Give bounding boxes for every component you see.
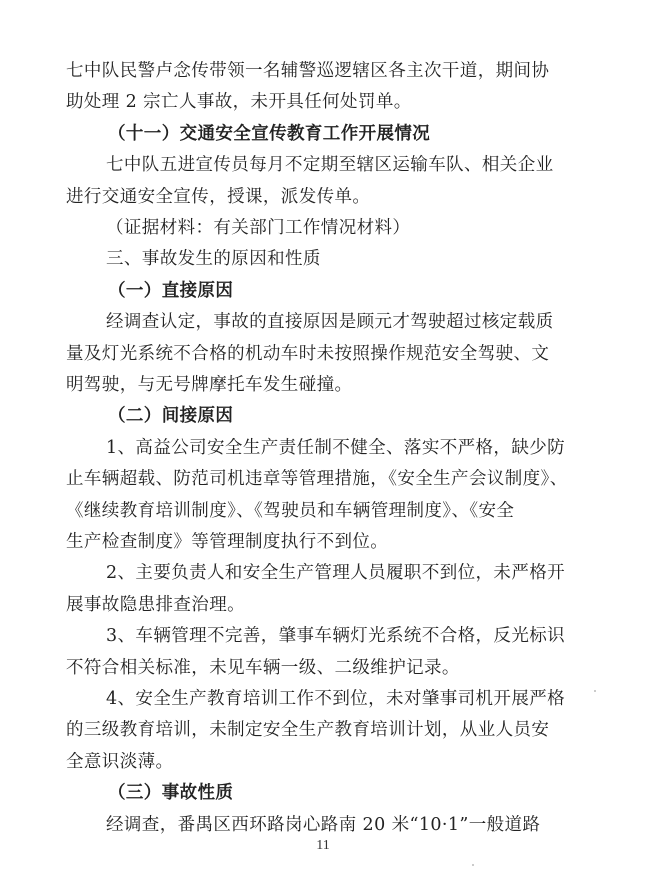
paragraph-line: 3、车辆管理不完善，肇事车辆灯光系统不合格，反光标识: [106, 626, 566, 647]
paragraph-line: 全意识淡薄。: [66, 751, 174, 772]
paragraph-line: 量及灯光系统不合格的机动车时未按照操作规范安全驾驶、文: [66, 343, 550, 364]
evidence-note: （证据材料：有关部门工作情况材料）: [106, 218, 411, 238]
section-heading: （十一）交通安全宣传教育工作开展情况: [108, 123, 431, 144]
paragraph-line: 2、主要负责人和安全生产管理人员履职不到位，未严格开: [106, 563, 566, 584]
subsection-heading: （二）间接原因: [108, 406, 234, 427]
scan-speck: [594, 690, 596, 692]
paragraph-line: 助处理 2 宗亡人事故，未开具任何处罚单。: [66, 92, 412, 113]
paragraph-line: 七中队五进宣传员每月不定期至辖区运输车队、相关企业: [106, 155, 554, 176]
paragraph-line: 明驾驶，与无号牌摩托车发生碰撞。: [66, 375, 353, 395]
page-number: 11: [316, 838, 330, 853]
paragraph-line: 展事故隐患排查治理。: [66, 594, 245, 615]
paragraph-line: 不符合相关标准，未见车辆一级、二级维护记录。: [66, 657, 460, 678]
paragraph-line: 生产检查制度》等管理制度执行不到位。: [66, 532, 389, 552]
paragraph-line: 的三级教育培训，未制定安全生产教育培训计划，从业人员安: [66, 720, 550, 741]
paragraph-line: 《继续教育培训制度》、《驾驶员和车辆管理制度》、《安全: [66, 500, 515, 521]
section-heading: 三、事故发生的原因和性质: [106, 249, 321, 270]
paragraph-line: 经调查，番禺区西环路岗心路南 20 米“10·1”一般道路: [106, 814, 541, 835]
paragraph-line: 止车辆超载、防范司机违章等管理措施，《安全生产会议制度》、: [66, 469, 568, 490]
scan-speck: [472, 864, 474, 866]
subsection-heading: （一）直接原因: [108, 280, 234, 301]
paragraph-line: 七中队民警卢念传带领一名辅警巡逻辖区各主次干道，期间协: [66, 61, 550, 81]
paragraph-line: 1、高益公司安全生产责任制不健全、落实不严格，缺少防: [106, 437, 566, 458]
subsection-heading: （三）事故性质: [108, 783, 234, 804]
paragraph-line: 进行交通安全宣传，授课，派发传单。: [66, 186, 371, 207]
paragraph-line: 4、安全生产教育培训工作不到位，未对肇事司机开展严格: [106, 689, 566, 709]
paragraph-line: 经调查认定，事故的直接原因是顾元才驾驶超过核定载质: [106, 312, 554, 333]
